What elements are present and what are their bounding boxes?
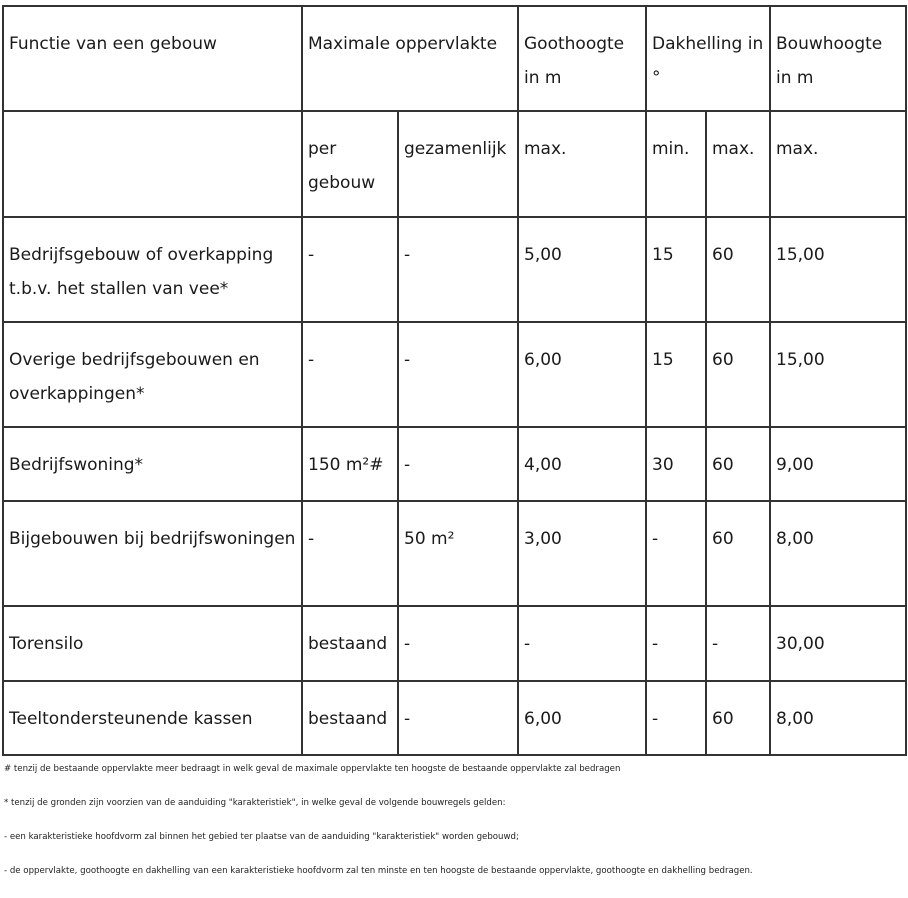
cell-gezamenlijk: - [398,427,518,501]
cell-gezamenlijk: - [398,217,518,322]
cell-bouwhoogte: 8,00 [770,501,906,606]
cell-dak-min: - [646,606,706,681]
cell-per-gebouw: bestaand [302,681,398,755]
cell-goothoogte: 4,00 [518,427,646,501]
table-row [3,606,906,681]
subheader-empty [3,111,302,217]
cell-goothoogte: 6,00 [518,322,646,427]
header-functie: Functie van een gebouw [3,6,302,111]
footnote-asterisk: * tenzij de gronden zijn voorzien van de aanduiding "karakteristiek", in welke geval de volgende bouwregels gelden: [4,798,506,808]
cell-goothoogte: 6,00 [518,681,646,755]
cell-dak-max: - [706,606,770,681]
cell-functie: Bedrijfswoning* [3,427,302,501]
cell-dak-min: - [646,501,706,606]
cell-goothoogte: - [518,606,646,681]
table-row [3,501,906,606]
cell-goothoogte: 5,00 [518,217,646,322]
table-row [3,681,906,755]
footnote-bullet: - een karakteristieke hoofdvorm zal binnen het gebied ter plaatse van de aanduiding "karakteristiek" worden gebouwd; [4,832,519,842]
cell-dak-min: - [646,681,706,755]
cell-dak-min: 15 [646,217,706,322]
cell-dak-max: 60 [706,501,770,606]
cell-dak-max: 60 [706,681,770,755]
cell-per-gebouw: - [302,217,398,322]
cell-per-gebouw: - [302,501,398,606]
header-row [3,6,906,111]
table-row [3,427,906,501]
cell-bouwhoogte: 9,00 [770,427,906,501]
cell-gezamenlijk: - [398,322,518,427]
cell-dak-max: 60 [706,427,770,501]
cell-dak-max: 60 [706,322,770,427]
building-regulations-table [2,5,907,756]
cell-functie: Overige bedrijfsgebouwen en overkappingen* [3,322,302,427]
subheader-gezamenlijk: gezamenlijk [398,111,518,217]
subheader-dak-min: min. [646,111,706,217]
cell-per-gebouw: bestaand [302,606,398,681]
cell-gezamenlijk: - [398,681,518,755]
cell-bouwhoogte: 15,00 [770,217,906,322]
cell-gezamenlijk: 50 m² [398,501,518,606]
cell-per-gebouw: 150 m²# [302,427,398,501]
footnote-hash: # tenzij de bestaande oppervlakte meer bedraagt in welk geval de maximale oppervlakte ten hoogste de bestaande oppervlakte zal bedragen [4,764,621,774]
cell-bouwhoogte: 8,00 [770,681,906,755]
cell-functie: Bijgebouwen bij bedrijfswoningen [3,501,302,606]
cell-per-gebouw: - [302,322,398,427]
cell-goothoogte: 3,00 [518,501,646,606]
cell-dak-min: 15 [646,322,706,427]
footnote-bullet: - de oppervlakte, goothoogte en dakhelling van een karakteristieke hoofdvorm zal ten minste en ten hoogste de bestaande oppervlakte, goothoogte en dakhelling bedragen. [4,866,753,876]
cell-functie: Torensilo [3,606,302,681]
header-dakhelling: Dakhelling in ° [646,6,770,111]
cell-dak-min: 30 [646,427,706,501]
cell-functie: Teeltondersteunende kassen [3,681,302,755]
footnotes [4,762,904,898]
cell-bouwhoogte: 30,00 [770,606,906,681]
subheader-row [3,111,906,217]
cell-bouwhoogte: 15,00 [770,322,906,427]
cell-functie: Bedrijfsgebouw of overkapping t.b.v. het stallen van vee* [3,217,302,322]
header-max-oppervlakte: Maximale oppervlakte [302,6,518,111]
header-goothoogte: Goothoogte in m [518,6,646,111]
subheader-dak-max: max. [706,111,770,217]
subheader-goot-max: max. [518,111,646,217]
subheader-per-gebouw: per gebouw [302,111,398,217]
header-bouwhoogte: Bouwhoogte in m [770,6,906,111]
table-row [3,322,906,427]
table-row [3,217,906,322]
cell-dak-max: 60 [706,217,770,322]
subheader-bouw-max: max. [770,111,906,217]
cell-gezamenlijk: - [398,606,518,681]
